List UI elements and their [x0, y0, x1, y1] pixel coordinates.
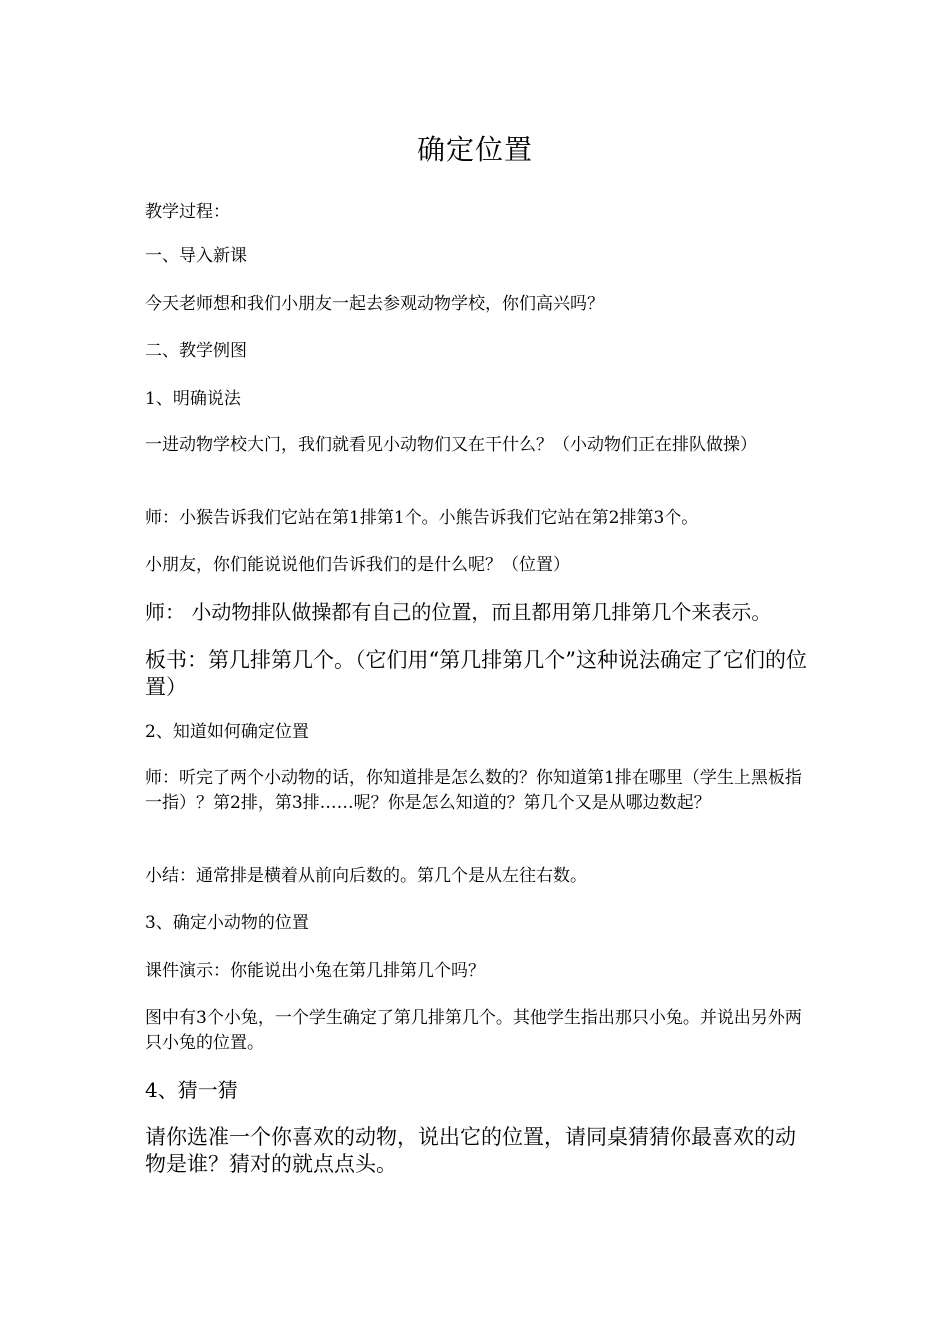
paragraph-school-gate: 一进动物学校大门，我们就看见小动物们又在干什么？（小动物们正在排队做操）	[145, 435, 757, 455]
heading-guess: 4、猜一猜	[145, 1078, 238, 1102]
paragraph-teaching-process: 教学过程：	[145, 202, 230, 222]
heading-locate-animals: 3、确定小动物的位置	[145, 913, 309, 933]
paragraph-teacher-summary: 师： 小动物排队做操都有自己的位置，而且都用第几排第几个来表示。	[145, 600, 772, 624]
heading-example: 二、教学例图	[145, 341, 247, 361]
paragraph-position-question: 小朋友，你们能说说他们告诉我们的是什么呢？（位置）	[145, 555, 570, 575]
paragraph-courseware: 课件演示：你能说出小兔在第几排第几个吗？	[145, 961, 485, 981]
paragraph-guess-game: 请你选准一个你喜欢的动物，说出它的位置，请同桌猜猜你最喜欢的动物是谁？猜对的就点点头。	[145, 1125, 796, 1176]
heading-introduction: 一、导入新课	[145, 246, 247, 266]
paragraph-row-question: 师：听完了两个小动物的话，你知道排是怎么数的？你知道第1排在哪里（学生上黑板指一指）？第2排，第3排……呢？你是怎么知道的？第几个又是从哪边数起？	[145, 768, 802, 813]
paragraph-monkey-bear: 师：小猴告诉我们它站在第1排第1个。小熊告诉我们它站在第2排第3个。	[145, 508, 699, 528]
paragraph-rabbits: 图中有3个小兔，一个学生确定了第几排第几个。其他学生指出那只小兔。并说出另外两只小兔的位置。	[145, 1008, 802, 1053]
heading-clarify: 1、明确说法	[145, 389, 241, 409]
paragraph-blackboard: 板书：第几排第几个。（它们用“第几排第几个”这种说法确定了它们的位置）	[145, 648, 807, 699]
paragraph-conclusion: 小结：通常排是横着从前向后数的。第几个是从左往右数。	[145, 866, 587, 886]
heading-how-to-locate: 2、知道如何确定位置	[145, 722, 309, 742]
paragraph-intro-question: 今天老师想和我们小朋友一起去参观动物学校，你们高兴吗？	[145, 294, 604, 314]
document-title: 确定位置	[416, 133, 533, 166]
